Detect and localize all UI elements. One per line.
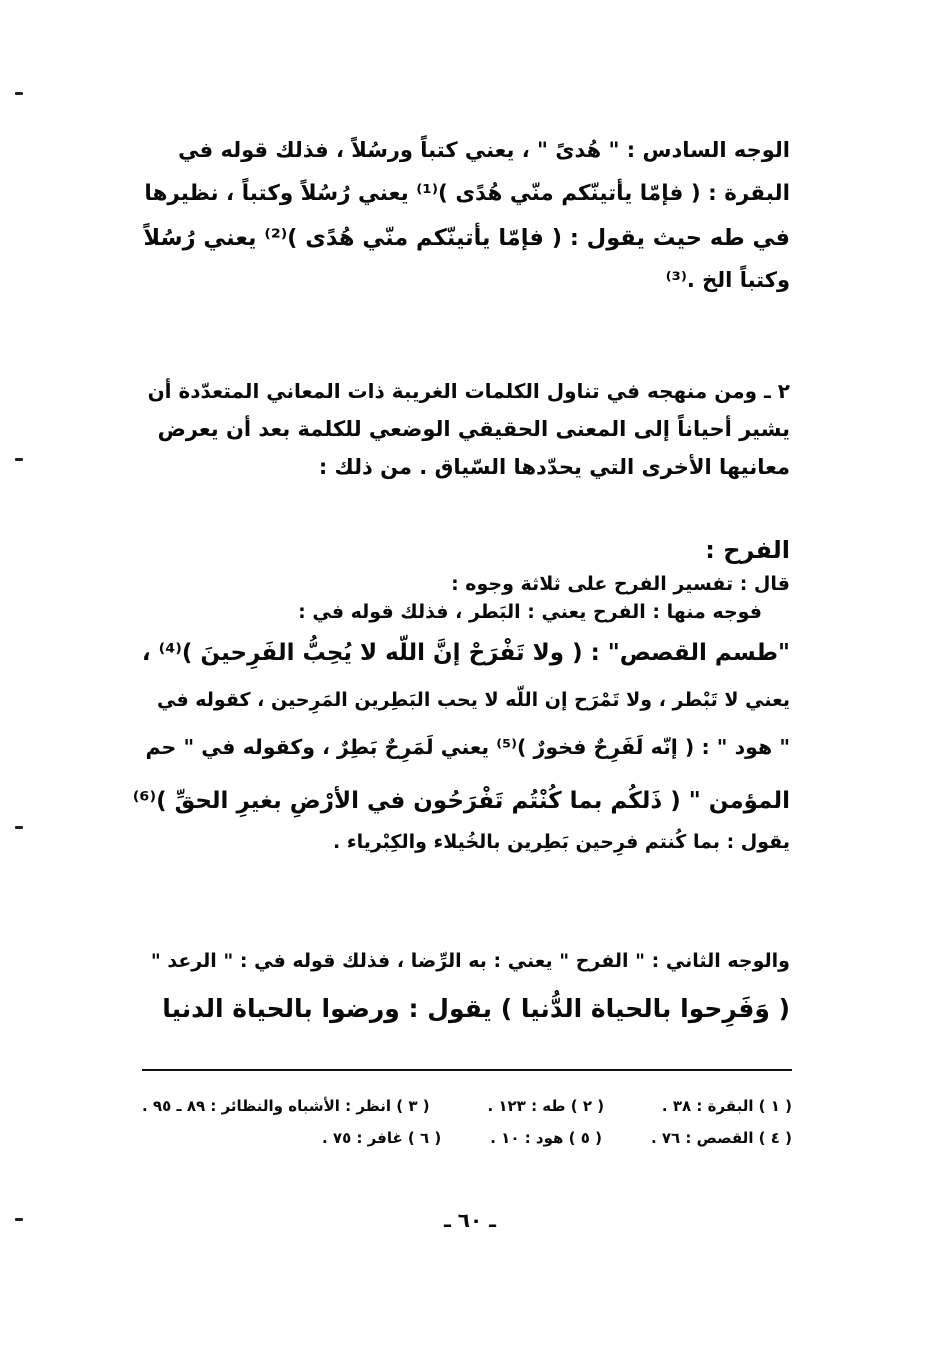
section-heading: الفرح : <box>705 536 790 564</box>
text-line: الوجه السادس : " هُدىً " ، يعني كتباً ورسُلاً ، فذلك قوله في <box>178 138 790 162</box>
text-line: والوجه الثاني : " الفرح " يعني : به الرِّضا ، فذلك قوله في : " الرعد " <box>150 950 790 972</box>
footnote-divider <box>142 1069 792 1071</box>
paragraph-method <box>132 372 790 486</box>
paragraph-second-meaning <box>132 940 790 1036</box>
section-al-farah <box>132 530 790 856</box>
paragraph-sixth-meaning <box>132 128 790 300</box>
text-line: ٢ ـ ومن منهجه في تناول الكلمات الغريبة ذات المعاني المتعدّدة أن <box>147 379 790 403</box>
text-line: قال : تفسير الفرح على ثلاثة وجوه : <box>451 573 790 595</box>
footnote-5: ( ٥ ) هود : ١٠ . <box>490 1129 602 1147</box>
footnote-4: ( ٤ ) القصص : ٧٦ . <box>650 1129 792 1147</box>
footnote-row <box>142 1122 792 1154</box>
text-line: البقرة : ( فإمّا يأتينّكم منّي هُدًى )⁽¹⁾ يعني رُسُلاً وكتباً ، نظيرها <box>144 181 790 206</box>
footnotes <box>142 1090 792 1154</box>
footnote-3: ( ٣ ) انظر : الأشباه والنظائر : ٨٩ ـ ٩٥ . <box>142 1097 430 1115</box>
quran-verse-line: "طسم القصص" : ( ولا تَفْرَحْ إنَّ اللّه لا يُحِبُّ الفَرِحينَ )⁽⁴⁾ ، <box>141 640 790 666</box>
margin-mark <box>15 92 23 95</box>
text-line: يشير أحياناً إلى المعنى الحقيقي الوضعي للكلمة بعد أن يعرض <box>157 417 790 441</box>
margin-mark <box>15 458 23 461</box>
footnote-1: ( ١ ) البقرة : ٣٨ . <box>661 1097 792 1115</box>
text-line: يقول : بما كُنتم فرِحين بَطِرين بالخُيلاء والكِبْرياء . <box>333 831 790 853</box>
page-number: ـ ٦٠ ـ <box>443 1208 497 1232</box>
quran-verse-line: " هود " : ( إنّه لَفَرِحٌ فخورٌ )⁽⁵⁾ يعني لَمَرِحٌ بَطِرٌ ، وكقوله في " حم <box>145 735 790 759</box>
footnote-2: ( ٢ ) طه : ١٢٣ . <box>487 1097 605 1115</box>
quran-verse-line: ( وَفَرِحوا بالحياة الدُّنيا ) يقول : ورضوا بالحياة الدنيا <box>162 994 790 1023</box>
text-line: معانيها الأخرى التي يحدّدها السّياق . من ذلك : <box>318 455 790 479</box>
text-line: في طه حيث يقول : ( فإمّا يأتينّكم منّي هُدًى )⁽²⁾ يعني رُسُلاً <box>143 225 790 251</box>
margin-mark <box>15 826 23 829</box>
footnote-row <box>142 1090 792 1122</box>
quran-verse-line: المؤمن " ( ذَلكُم بما كُنْتُم تَفْرَحُون في الأرْضِ بغيرِ الحقِّ )⁽⁶⁾ <box>132 788 790 814</box>
footnote-6: ( ٦ ) غافر : ٧٥ . <box>322 1129 442 1147</box>
text-line: يعني لا تَبْطر ، ولا تَمْرَح إن اللّه لا يحب البَطِرين المَرِحين ، كقوله في <box>156 689 790 711</box>
text-line: وكتباً الخ .⁽³⁾ <box>665 268 790 292</box>
text-line: فوجه منها : الفرح يعني : البَطر ، فذلك قوله في : <box>298 601 762 623</box>
